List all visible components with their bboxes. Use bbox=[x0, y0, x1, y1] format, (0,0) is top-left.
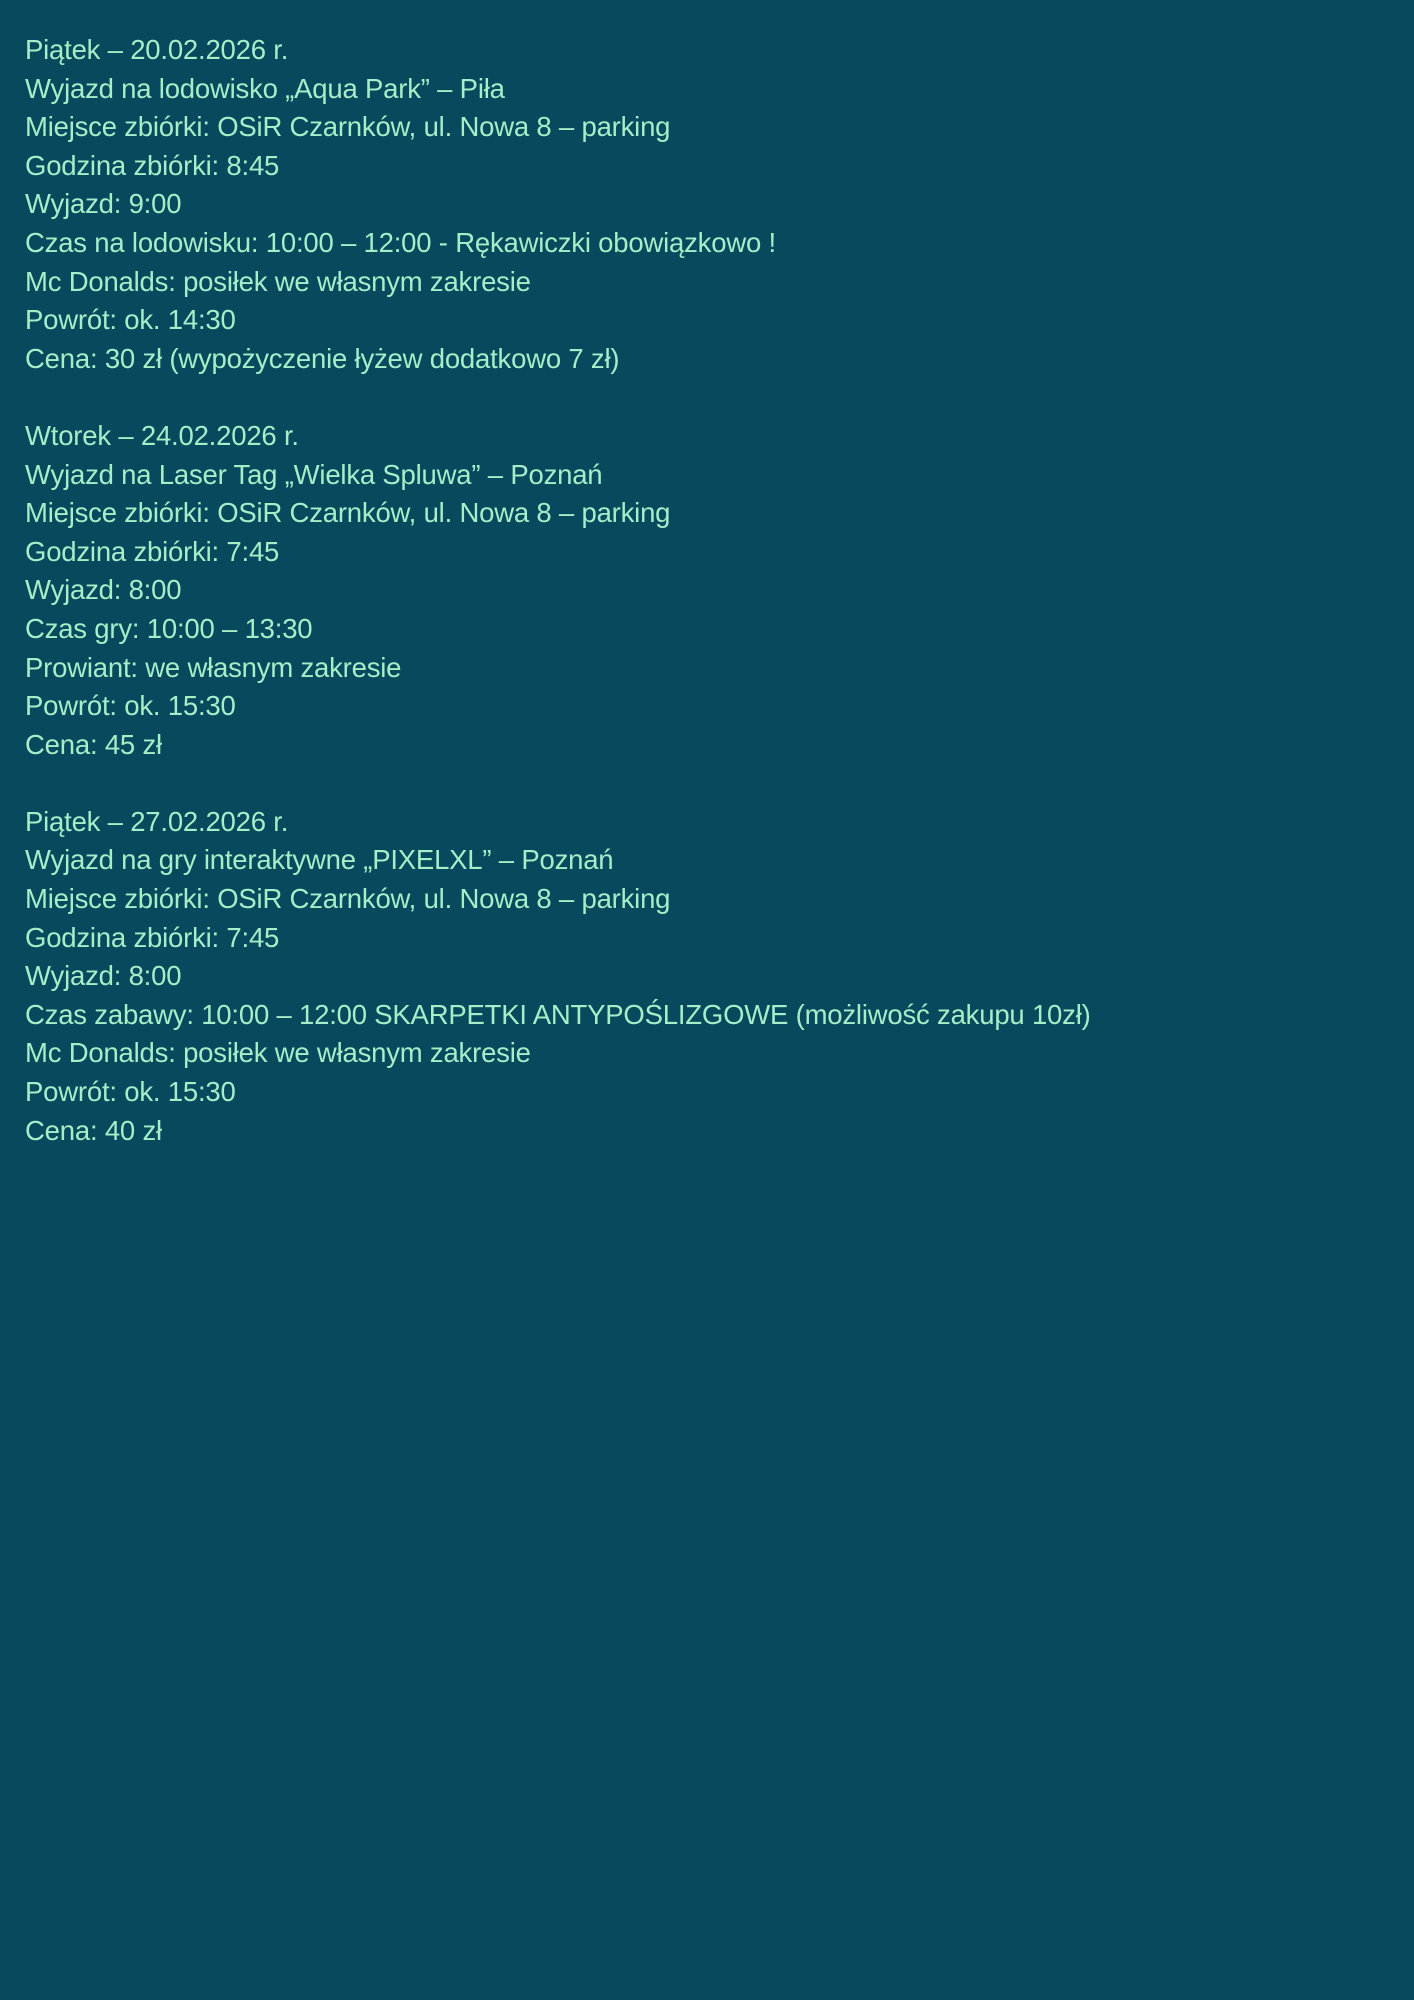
trip-meal-info: Prowiant: we własnym zakresie bbox=[25, 651, 402, 683]
trip-price: Cena: 40 zł bbox=[25, 1114, 162, 1146]
trip-destination: Wyjazd na gry interaktywne „PIXELXL” – Poznań bbox=[25, 844, 614, 876]
trip-meal-info: Mc Donalds: posiłek we własnym zakresie bbox=[25, 265, 531, 297]
trip-date: Wtorek – 24.02.2026 r. bbox=[25, 419, 299, 451]
trip-meeting-time: Godzina zbiórki: 8:45 bbox=[25, 149, 280, 181]
trip-return-time: Powrót: ok. 15:30 bbox=[25, 1076, 236, 1108]
trip-destination: Wyjazd na Laser Tag „Wielka Spluwa” – Poznań bbox=[25, 458, 603, 490]
trip-block-3 bbox=[25, 803, 1394, 1150]
trip-departure-time: Wyjazd: 8:00 bbox=[25, 960, 182, 992]
trip-meeting-time: Godzina zbiórki: 7:45 bbox=[25, 921, 280, 953]
trip-return-time: Powrót: ok. 14:30 bbox=[25, 304, 236, 336]
trip-meeting-place: Miejsce zbiórki: OSiR Czarnków, ul. Nowa 8 – parking bbox=[25, 111, 671, 143]
trip-departure-time: Wyjazd: 8:00 bbox=[25, 574, 182, 606]
trip-date: Piątek – 20.02.2026 r. bbox=[25, 34, 289, 65]
trip-destination: Wyjazd na lodowisko „Aqua Park” – Piła bbox=[25, 72, 505, 104]
trip-block-2 bbox=[25, 417, 1394, 764]
trip-meal-info: Mc Donalds: posiłek we własnym zakresie bbox=[25, 1037, 531, 1069]
trip-meeting-place: Miejsce zbiórki: OSiR Czarnków, ul. Nowa 8 – parking bbox=[25, 497, 671, 529]
trip-price: Cena: 45 zł bbox=[25, 728, 162, 760]
trip-block-1 bbox=[25, 31, 1394, 378]
trip-meeting-place: Miejsce zbiórki: OSiR Czarnków, ul. Nowa 8 – parking bbox=[25, 883, 671, 915]
trip-departure-time: Wyjazd: 9:00 bbox=[25, 188, 182, 220]
trip-meeting-time: Godzina zbiórki: 7:45 bbox=[25, 535, 280, 567]
trip-return-time: Powrót: ok. 15:30 bbox=[25, 690, 236, 722]
trip-activity-time: Czas gry: 10:00 – 13:30 bbox=[25, 612, 313, 644]
trip-activity-time: Czas zabawy: 10:00 – 12:00 SKARPETKI ANTYPOŚLIZGOWE (możliwość zakupu 10zł) bbox=[25, 998, 1091, 1030]
trip-price: Cena: 30 zł (wypożyczenie łyżew dodatkowo 7 zł) bbox=[25, 342, 620, 374]
trip-date: Piątek – 27.02.2026 r. bbox=[25, 805, 289, 837]
trip-activity-time: Czas na lodowisku: 10:00 – 12:00 - Rękawiczki obowiązkowo ! bbox=[25, 226, 776, 258]
